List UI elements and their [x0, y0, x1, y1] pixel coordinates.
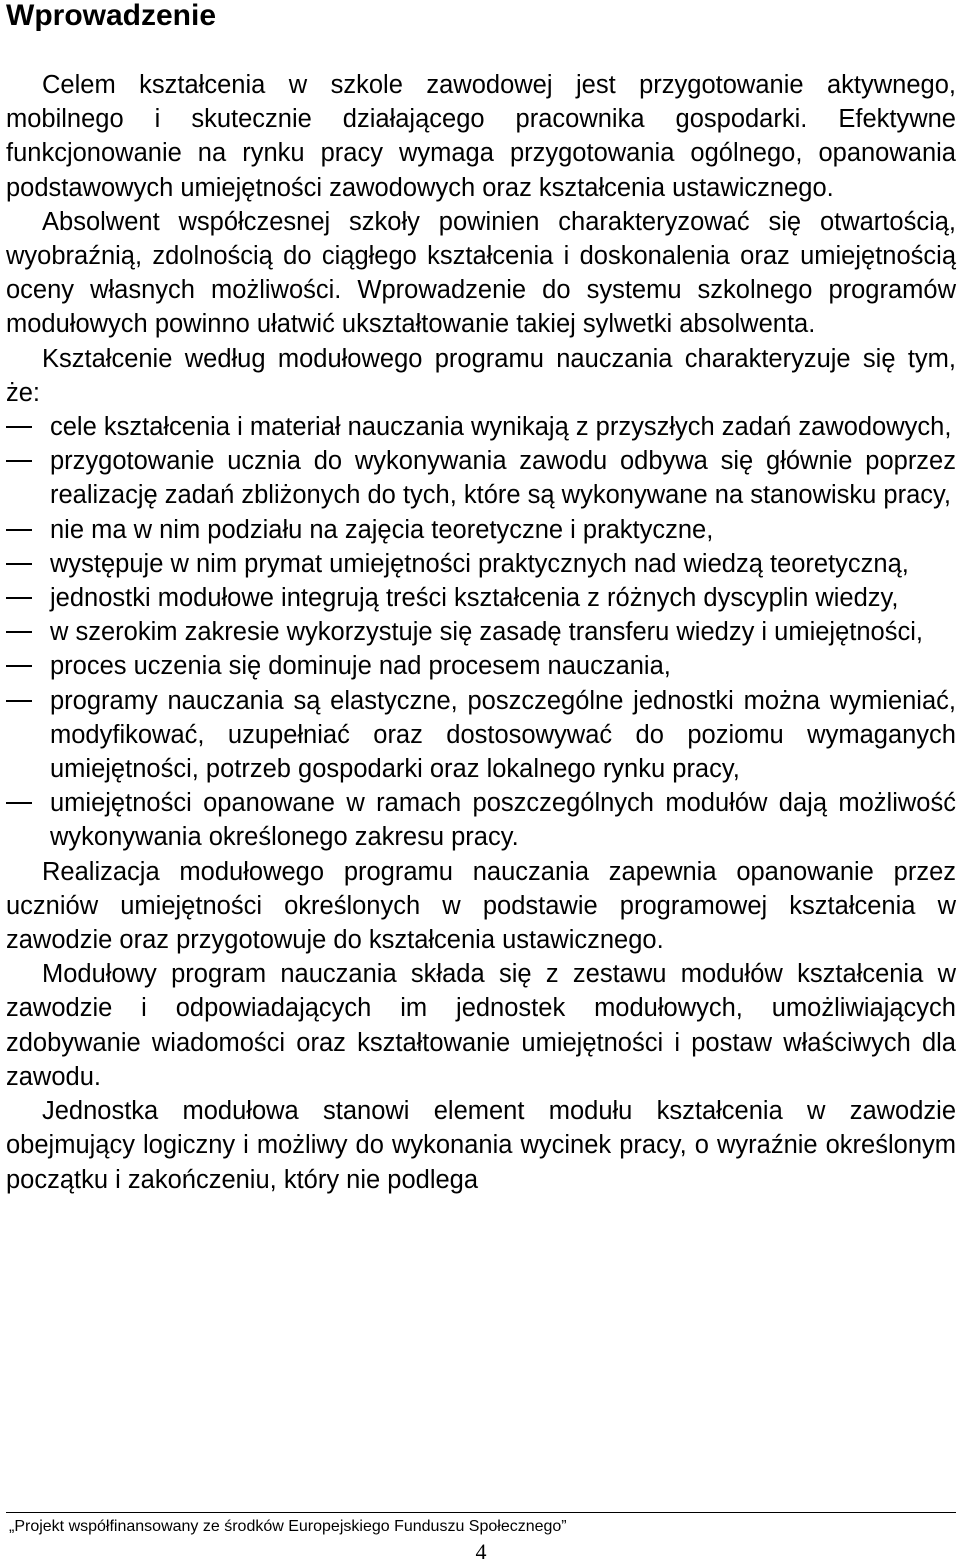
list-item	[6, 615, 956, 649]
dash-bullet	[6, 597, 32, 599]
dash-bullet	[6, 426, 32, 428]
paragraph-program: Modułowy program nauczania składa się z zestawu modułów kształcenia w zawodzie i odpowiadających im jednostek modułowych, umożliwiających zdobywanie wiadomości oraz kształtowanie umiejętności i postaw właściwych dla zawodu.	[6, 960, 956, 1091]
list-item-text: w szerokim zakresie wykorzystuje się zasadę transferu wiedzy i umiejętności,	[50, 618, 923, 647]
dash-bullet	[6, 563, 32, 565]
list-item-text: proces uczenia się dominuje nad procesem nauczania,	[50, 652, 671, 681]
list-item	[6, 581, 956, 615]
list-item	[6, 547, 956, 581]
list-item-text: nie ma w nim podziału na zajęcia teoretyczne i praktyczne,	[50, 515, 714, 544]
list-item	[6, 786, 956, 854]
list-item-text: cele kształcenia i materiał nauczania wynikają z przyszłych zadań zawodowych,	[50, 413, 952, 442]
paragraph-list-intro: Kształcenie według modułowego programu nauczania charakteryzuje się tym, że:	[6, 344, 956, 407]
list-item-text: programy nauczania są elastyczne, poszczególne jednostki można wymieniać, modyfikować, uzupełniać oraz dostosowywać do poziomu wymaganych umiejętności, potrzeb gospodarki oraz lokalnego rynku pracy,	[50, 686, 956, 784]
footer-divider	[6, 1512, 956, 1513]
paragraph-graduate: Absolwent współczesnej szkoły powinien charakteryzować się otwartością, wyobraźnią, zdolnością do ciągłego kształcenia i doskonalenia oraz umiejętnością oceny własnych możliwości. Wprowadzenie do systemu szkolnego programów modułowych powinno ułatwić ukształtowanie takiej sylwetki absolwenta.	[6, 207, 956, 339]
list-item	[6, 410, 956, 444]
list-item-text: występuje w nim prymat umiejętności praktycznych nad wiedzą teoretyczną,	[50, 549, 909, 578]
footer-note: „Projekt współfinansowany ze środków Europejskiego Funduszu Społecznego”	[9, 1518, 567, 1535]
paragraph-intro: Celem kształcenia w szkole zawodowej jest przygotowanie aktywnego, mobilnego i skutecznie działającego pracownika gospodarki. Efektywne funkcjonowanie na rynku pracy wymaga przygotowania ogólnego, opanowania podstawowych umiejętności zawodowych oraz kształcenia ustawicznego.	[6, 71, 956, 202]
dash-bullet	[6, 529, 32, 531]
list-item-text: umiejętności opanowane w ramach poszczególnych modułów dają możliwość wykonywania określonego zakresu pracy.	[50, 789, 956, 852]
list-item	[6, 444, 956, 512]
list-item	[6, 684, 956, 787]
dash-bullet	[6, 802, 32, 804]
dash-bullet	[6, 700, 32, 702]
document-body	[6, 68, 956, 1197]
dash-bullet	[6, 665, 32, 667]
paragraph-unit: Jednostka modułowa stanowi element modułu kształcenia w zawodzie obejmujący logiczny i możliwy do wykonania wycinek pracy, o wyraźnie określonym początku i zakończeniu, który nie podlega	[6, 1097, 956, 1194]
page-title: Wprowadzenie	[6, 0, 217, 32]
page-footer	[6, 1512, 956, 1537]
characteristics-list	[6, 410, 956, 855]
dash-bullet	[6, 631, 32, 633]
list-item-text: jednostki modułowe integrują treści kształcenia z różnych dyscyplin wiedzy,	[50, 584, 899, 613]
list-item-text: przygotowanie ucznia do wykonywania zawodu odbywa się głównie poprzez realizację zadań zbliżonych do tych, które są wykonywane na stanowisku pracy,	[50, 447, 956, 510]
page-number: 4	[475, 1539, 487, 1564]
list-item	[6, 649, 956, 683]
dash-bullet	[6, 460, 32, 462]
list-item	[6, 513, 956, 547]
paragraph-realization: Realizacja modułowego programu nauczania zapewnia opanowanie przez uczniów umiejętności określonych w podstawie programowej kształcenia w zawodzie oraz przygotowuje do kształcenia ustawicznego.	[6, 857, 956, 955]
